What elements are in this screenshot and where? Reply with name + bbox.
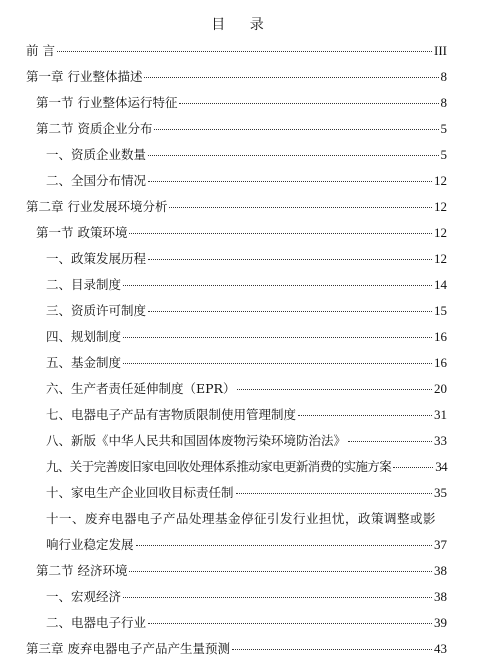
dot-leader (179, 103, 438, 104)
toc-entry-label: 六、生产者责任延伸制度（EPR） (46, 381, 236, 396)
toc-page-number: 5 (440, 121, 447, 136)
toc-entry-item[interactable] (46, 173, 447, 189)
toc-entry-label: 第二章 行业发展环境分析 (26, 199, 168, 214)
toc-page-number: 5 (440, 147, 447, 162)
toc-page-number: 8 (440, 95, 447, 110)
dot-leader (144, 77, 438, 78)
toc-page-number: 37 (434, 537, 447, 552)
toc-entry-item[interactable] (46, 485, 447, 501)
toc-entry-label: 第三章 废弃电器电子产品产生量预测 (26, 641, 230, 656)
dot-leader (154, 129, 438, 130)
dot-leader (148, 155, 438, 156)
toc-page-number: 14 (434, 277, 447, 292)
toc-entry-item[interactable] (46, 329, 447, 345)
dot-leader (129, 233, 432, 234)
toc-entry-item[interactable] (46, 355, 447, 371)
toc-page-number: 12 (434, 199, 447, 214)
toc-entry-label: 第一章 行业整体描述 (26, 69, 143, 84)
toc-entry-section[interactable] (36, 563, 447, 579)
toc-page-number: 12 (434, 173, 447, 188)
toc-title: 目 录 (211, 17, 274, 33)
toc-page-number: 38 (434, 563, 447, 578)
toc-entry-label: 前 言 (26, 43, 55, 58)
toc-page-number: 34 (435, 459, 447, 474)
toc-entry-label: 第一节 政策环境 (36, 225, 128, 240)
dot-leader (148, 623, 432, 624)
toc-entry-label: 第一节 行业整体运行特征 (36, 95, 178, 110)
dot-leader (123, 337, 432, 338)
toc-page-number: 35 (434, 485, 447, 500)
toc-entry-chapter-1[interactable] (26, 69, 447, 85)
toc-entry-section[interactable] (36, 225, 447, 241)
toc-entry-chapter-2[interactable] (26, 199, 447, 215)
dot-leader (237, 389, 432, 390)
dot-leader (123, 363, 432, 364)
dot-leader (57, 51, 432, 52)
toc-entry-label: 一、政策发展历程 (46, 251, 147, 266)
dot-leader (393, 467, 433, 468)
toc-entry-label: 一、资质企业数量 (46, 147, 147, 162)
toc-page-number: 12 (434, 225, 447, 240)
toc-entry-label: 十、家电生产企业回收目标责任制 (46, 485, 234, 500)
toc-entry-label: 二、电器电子行业 (46, 615, 147, 630)
dot-leader (123, 285, 432, 286)
dot-leader (136, 545, 432, 546)
toc-entry-item[interactable] (46, 251, 447, 267)
dot-leader (232, 649, 432, 650)
toc-entry-item[interactable] (46, 589, 447, 605)
toc-entry-label: 第二节 资质企业分布 (36, 121, 153, 136)
toc-page-number: 8 (440, 69, 447, 84)
toc-entry-item[interactable] (46, 615, 447, 631)
dot-leader (236, 493, 432, 494)
toc-page-number: 15 (434, 303, 447, 318)
dot-leader (148, 311, 432, 312)
toc-entry-label: 九、关于完善废旧家电回收处理体系推动家电更新消费的实施方案 (46, 459, 392, 474)
toc-page-number: 12 (434, 251, 447, 266)
toc-entry-label: 二、目录制度 (46, 277, 122, 292)
toc-entry-preface[interactable] (26, 43, 447, 59)
toc-entry-label: 七、电器电子产品有害物质限制使用管理制度 (46, 407, 297, 422)
dot-leader (148, 259, 432, 260)
toc-entry-label: 三、资质许可制度 (46, 303, 147, 318)
toc-entry-item[interactable] (46, 381, 447, 397)
dot-leader (129, 571, 432, 572)
toc-page-number: 16 (434, 355, 447, 370)
toc-entry-chapter-3[interactable] (26, 641, 447, 657)
toc-entry-item[interactable] (46, 277, 447, 293)
toc-entry-label: 一、宏观经济 (46, 589, 122, 604)
toc-entry-item[interactable] (46, 407, 447, 423)
toc-entry-section[interactable] (36, 95, 447, 111)
dot-leader (123, 597, 432, 598)
dot-leader (298, 415, 432, 416)
dot-leader (348, 441, 432, 442)
toc-entry-section[interactable] (36, 121, 447, 137)
toc-page-number: 31 (434, 407, 447, 422)
dot-leader (169, 207, 432, 208)
toc-page-number: III (434, 43, 447, 58)
toc-page-number: 38 (434, 589, 447, 604)
toc-entry-label: 四、规划制度 (46, 329, 122, 344)
toc-entry-label: 响行业稳定发展 (46, 537, 134, 552)
toc-entry-label: 第二节 经济环境 (36, 563, 128, 578)
toc-entry-item[interactable] (46, 459, 447, 475)
toc-entry-item[interactable] (46, 433, 447, 449)
toc-entry-label: 八、新版《中华人民共和国固体废物污染环境防治法》 (46, 433, 347, 448)
toc-page-number: 20 (434, 381, 447, 396)
toc-entry-item[interactable] (46, 303, 447, 319)
toc-page-number: 33 (434, 433, 447, 448)
toc-entry-label: 二、全国分布情况 (46, 173, 147, 188)
toc-page-number: 43 (434, 641, 447, 656)
toc-entry-item[interactable] (46, 147, 447, 163)
toc-page-number: 16 (434, 329, 447, 344)
toc-entry-wrapped-line[interactable]: 十一、废弃电器电子产品处理基金停征引发行业担忧，政策调整或影 (46, 511, 437, 526)
toc-page-number: 39 (434, 615, 447, 630)
toc-entry-label: 五、基金制度 (46, 355, 122, 370)
toc-entry-item[interactable] (46, 537, 447, 553)
dot-leader (148, 181, 432, 182)
